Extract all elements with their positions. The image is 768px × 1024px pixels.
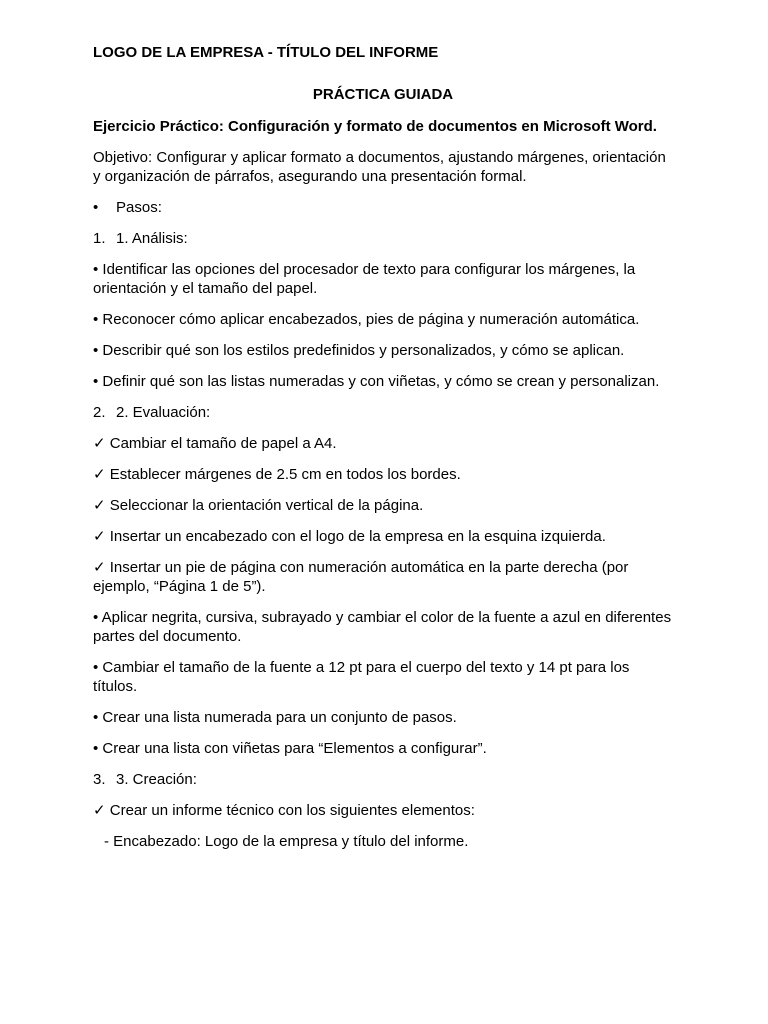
document-title: PRÁCTICA GUIADA (312, 86, 454, 103)
list-item: • Reconocer cómo aplicar encabezados, pies de página y numeración automática. (93, 311, 640, 328)
section-heading-creacion (93, 770, 673, 789)
list-item: • Describir qué son los estilos predefinidos y personalizados, y cómo se aplican. (93, 342, 625, 359)
steps-bullet (93, 198, 673, 217)
list-number: 1. (93, 230, 106, 247)
list-item: ✓ Crear un informe técnico con los siguientes elementos: (93, 802, 475, 819)
section-label: 2. Evaluación: (116, 404, 211, 421)
list-item: • Crear una lista con viñetas para “Elementos a configurar”. (93, 740, 487, 757)
list-item: ✓ Insertar un encabezado con el logo de la empresa en la esquina izquierda. (93, 528, 606, 545)
steps-label: Pasos: (116, 199, 162, 216)
list-item: • Crear una lista numerada para un conjunto de pasos. (93, 709, 457, 726)
list-item: ✓ Seleccionar la orientación vertical de la página. (93, 497, 424, 514)
list-item: • Definir qué son las listas numeradas y con viñetas, y cómo se crean y personalizan. (93, 373, 660, 390)
section-heading-analisis (93, 229, 673, 248)
section-heading-evaluacion (93, 403, 673, 422)
section-label: 3. Creación: (116, 771, 197, 788)
list-item: ✓ Establecer márgenes de 2.5 cm en todos los bordes. (93, 466, 461, 483)
objective-paragraph: Objetivo: Configurar y aplicar formato a documentos, ajustando márgenes, orientación y organización de párrafos, asegurando una presentación formal. (93, 149, 666, 185)
list-number: 2. (93, 404, 106, 421)
report-header: LOGO DE LA EMPRESA - TÍTULO DEL INFORME (93, 44, 439, 61)
list-item: • Cambiar el tamaño de la fuente a 12 pt para el cuerpo del texto y 14 pt para los títulos. (93, 659, 630, 695)
section-label: 1. Análisis: (116, 230, 188, 247)
list-item: ✓ Cambiar el tamaño de papel a A4. (93, 435, 337, 452)
list-item: ✓ Insertar un pie de página con numeración automática en la parte derecha (por ejemplo, “Página 1 de 5”). (93, 559, 629, 595)
list-item: • Identificar las opciones del procesador de texto para configurar los márgenes, la orientación y el tamaño del papel. (93, 261, 636, 297)
exercise-subtitle: Ejercicio Práctico: Configuración y formato de documentos en Microsoft Word. (93, 118, 657, 135)
list-item: • Aplicar negrita, cursiva, subrayado y cambiar el color de la fuente a azul en diferentes partes del documento. (93, 609, 672, 645)
document-page (93, 43, 673, 863)
list-number: 3. (93, 771, 106, 788)
sub-list-item: - Encabezado: Logo de la empresa y título del informe. (104, 833, 469, 850)
bullet-marker: • (93, 199, 99, 216)
